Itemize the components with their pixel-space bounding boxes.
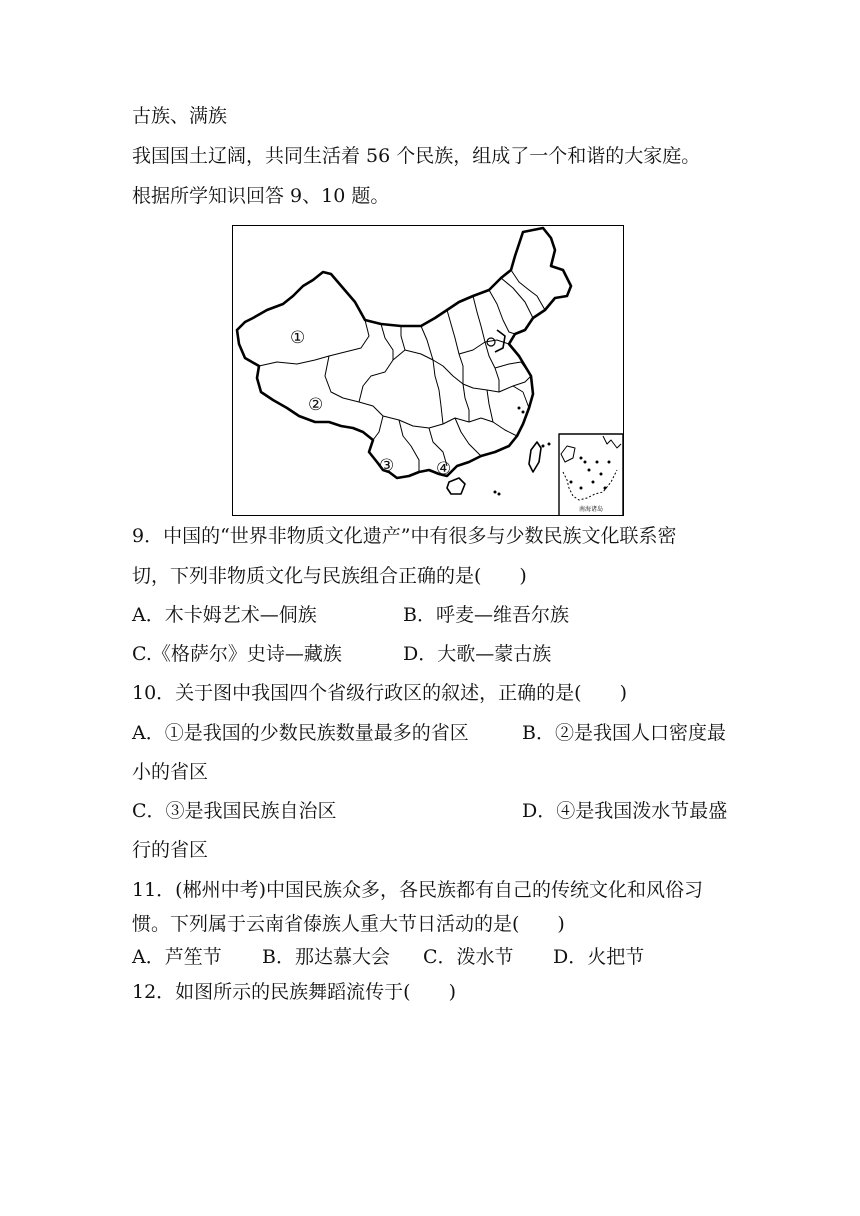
q11-stem-2: 惯。下列属于云南省傣族人重大节日活动的是( ) <box>132 913 565 935</box>
inset-label: 南海诸岛 <box>578 506 604 513</box>
q9-option-d: D．大歌—蒙古族 <box>403 643 552 665</box>
q11-option-a: A．芦笙节 <box>132 946 222 968</box>
q10-option-b-line2: 小的省区 <box>132 761 209 783</box>
q11-option-c: C．泼水节 <box>423 946 514 968</box>
intro-line-3: 根据所学知识回答 9、10 题。 <box>132 185 390 207</box>
q9-option-b: B．呼麦—维吾尔族 <box>403 604 569 626</box>
map-marker-2: ② <box>308 395 324 415</box>
map-marker-3: ③ <box>379 456 395 476</box>
q9-stem-2: 切，下列非物质文化与民族组合正确的是( ) <box>132 565 527 587</box>
china-map <box>232 225 624 516</box>
q10-option-c: C．③是我国民族自治区 <box>132 800 337 822</box>
map-marker-4: ④ <box>436 459 452 479</box>
q11-stem-1: 11．(郴州中考)中国民族众多，各民族都有自己的传统文化和风俗习 <box>132 879 704 901</box>
q11-option-b: B．那达慕大会 <box>262 946 390 968</box>
intro-line-2: 我国国土辽阔，共同生活着 56 个民族，组成了一个和谐的大家庭。 <box>132 145 701 167</box>
q9-option-c: C.《格萨尔》史诗—藏族 <box>132 643 342 665</box>
q10-stem: 10．关于图中我国四个省级行政区的叙述，正确的是( ) <box>132 682 628 704</box>
q9-stem-1: 9．中国的“世界非物质文化遗产”中有很多与少数民族文化联系密 <box>132 525 677 547</box>
q9-option-a: A．木卡姆艺术—侗族 <box>132 604 317 626</box>
map-marker-1: ① <box>290 328 306 348</box>
intro-line-1: 古族、满族 <box>132 105 228 127</box>
q10-option-d-line1: D．④是我国泼水节最盛 <box>522 800 728 822</box>
q10-option-a: A．①是我国的少数民族数量最多的省区 <box>132 722 469 744</box>
china-map-outline <box>233 226 623 515</box>
q10-option-d-line2: 行的省区 <box>132 839 209 861</box>
q11-option-d: D．火把节 <box>553 946 645 968</box>
q10-option-b-line1: B．②是我国人口密度最 <box>522 722 726 744</box>
q12-stem: 12．如图所示的民族舞蹈流传于( ) <box>132 981 457 1003</box>
